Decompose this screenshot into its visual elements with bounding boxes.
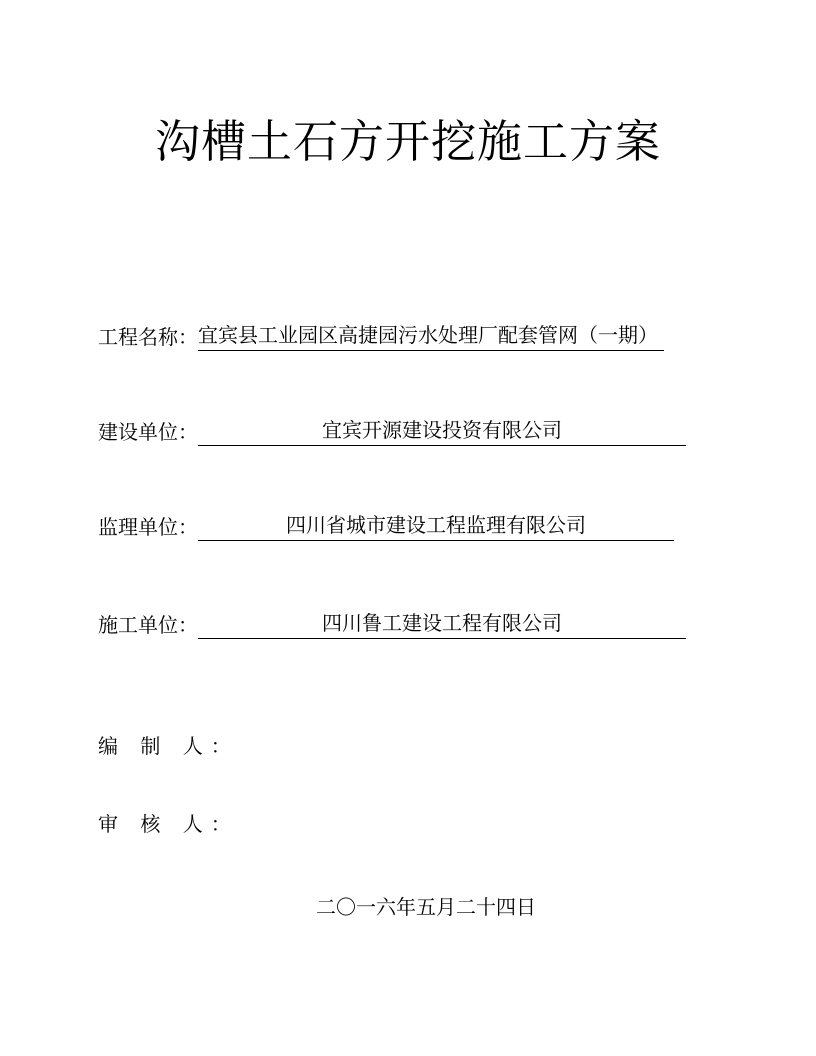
author-label: 编 制 人：: [98, 734, 239, 758]
reviewer-row: [98, 809, 239, 839]
project-name-value: 宜宾县工业园区高捷园污水处理厂配套管网（一期）: [198, 322, 664, 351]
contractor-unit-row: [98, 610, 686, 640]
reviewer-label: 审 核 人：: [98, 812, 239, 836]
project-name-label: 工程名称：: [98, 325, 198, 349]
supervisor-unit-row: [98, 512, 674, 542]
contractor-unit-value: 四川鲁工建设工程有限公司: [198, 610, 686, 639]
contractor-unit-label: 施工单位：: [98, 613, 198, 637]
author-row: [98, 731, 239, 761]
supervisor-unit-label: 监理单位：: [98, 515, 198, 539]
document-title: 沟槽土石方开挖施工方案: [154, 115, 661, 168]
builder-unit-label: 建设单位：: [98, 420, 198, 444]
builder-unit-value: 宜宾开源建设投资有限公司: [198, 417, 686, 446]
project-name-row: [98, 322, 664, 352]
builder-unit-row: [98, 417, 686, 447]
supervisor-unit-value: 四川省城市建设工程监理有限公司: [198, 512, 674, 541]
document-date: 二〇一六年五月二十四日: [316, 895, 536, 919]
